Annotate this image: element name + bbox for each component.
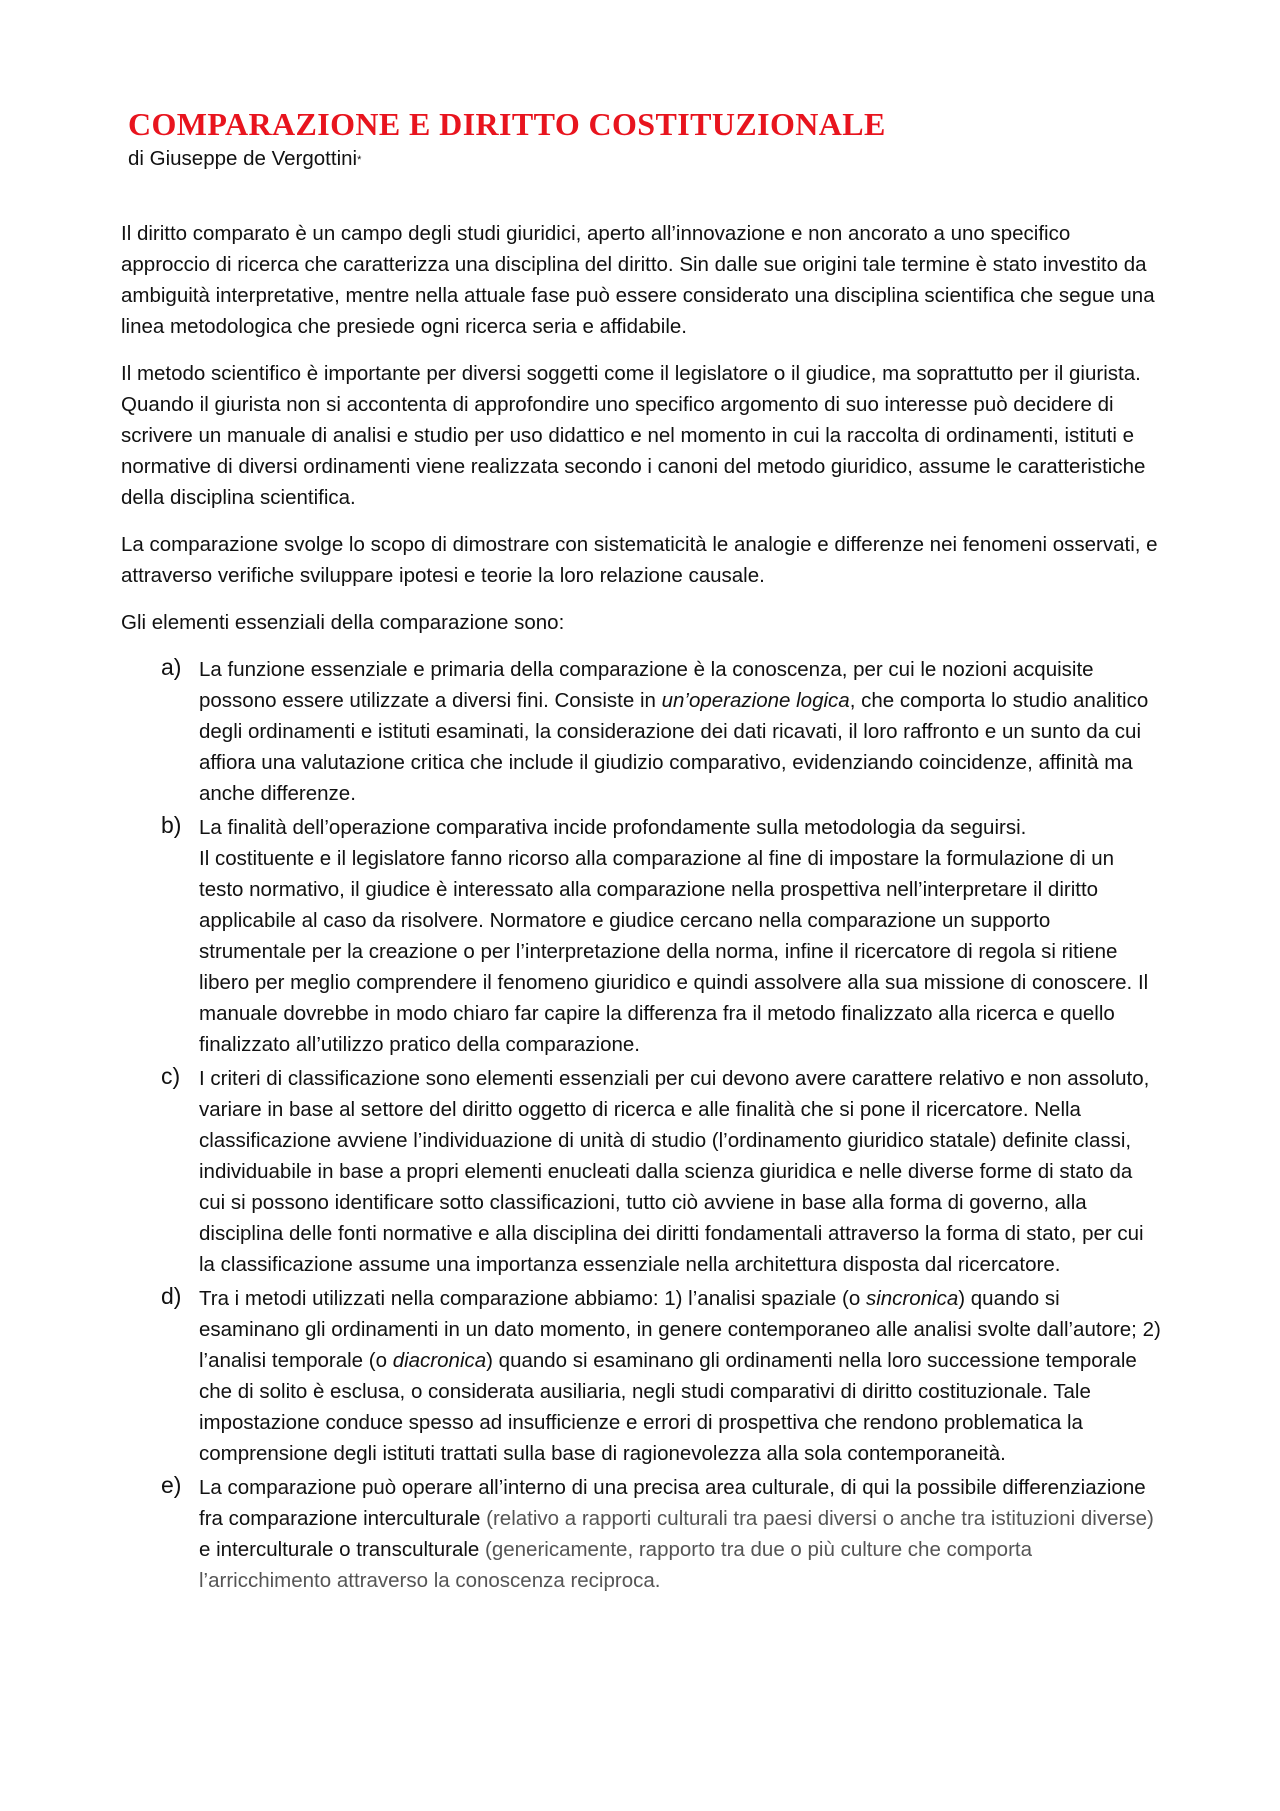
list-item-c: c) I criteri di classificazione sono elementi essenziali per cui devono avere carattere relativo e non assoluto, variare in base al settore del diritto oggetto di ricerca e alle finalità che si pone il ricercatore. Nella classificazione avviene l’individuazione di unità di studio (l’ordinamento giuridico statale) definite classi, individuabile in base a propri elementi enucleati dalla scienza giuridica e nelle diverse forme di stato da cui si possono identificare sotto classificazioni, tutto ciò avviene in base alla forma di governo, alla disciplina delle fonti normative e alla disciplina dei diritti fondamentali attraverso la forma di stato, per cui la classificazione assume una importanza essenziale nella architettura disposta dal ricercatore. — [161, 1063, 1150, 1276]
paragraph-3: La comparazione svolge lo scopo di dimostrare con sistematicità le analogie e differenze nei fenomeni osservati, e attraverso verifiche sviluppare ipotesi e teorie la loro relazione causale. — [121, 533, 1158, 587]
list-item-b: b) La finalità dell’operazione comparativa incide profondamente sulla metodologia da seguirsi. Il costituente e il legislatore fanno ricorso alla comparazione al fine di impostare la formulazione di un testo normativo, il giudice è interessato alla comparazione nella prospettiva nell’interpretare il diritto applicabile al caso da risolvere. Normatore e giudice cercano nella comparazione un supporto strumentale per la creazione o per l’interpretazione della norma, infine il ricercatore di regola si ritiene libero per meglio comprendere il fenomeno giuridico e quindi assolvere alla sua missione di conoscere. Il manuale dovrebbe in modo chiaro far capire la differenza fra il metodo finalizzato alla ricerca e quello finalizzato all’utilizzo pratico della comparazione. — [161, 812, 1149, 1056]
emphasis-sincronica: sincronica — [865, 1287, 959, 1310]
list-marker-b: b) — [161, 812, 182, 838]
paragraph-4: Gli elementi essenziali della comparazione sono: — [121, 611, 565, 634]
document-title: COMPARAZIONE E DIRITTO COSTITUZIONALE — [128, 106, 886, 142]
document-body — [121, 218, 1161, 1599]
elements-list — [121, 654, 1161, 1596]
paragraph-2: Il metodo scientifico è importante per diversi soggetti come il legislatore o il giudice, ma soprattutto per il giurista. Quando il giurista non si accontenta di approfondire uno specifico argomento di suo interesse può decidere di scrivere un manuale di analisi e studio per uso didattico e nel momento in cui la raccolta di ordinamenti, istituti e normative di diversi ordinamenti viene realizzata secondo i canoni del metodo giuridico, assume le caratteristiche della disciplina scientifica. — [121, 362, 1146, 509]
author-footnote-mark: * — [357, 154, 362, 166]
list-marker-d: d) — [161, 1283, 182, 1309]
document-author — [128, 144, 361, 175]
list-marker-c: c) — [161, 1063, 181, 1089]
list-marker-e: e) — [161, 1472, 182, 1498]
list-item-a: a) La funzione essenziale e primaria della comparazione è la conoscenza, per cui le nozioni acquisite possono essere utilizzate a diversi fini. Consiste in un’operazione logica, che comporta lo studio analitico degli ordinamenti e istituti esaminati, la considerazione dei dati ricavati, il loro raffronto e un sunto da cui affiora una valutazione critica che include il giudizio comparativo, evidenziando coincidenze, affinità ma anche differenze. — [161, 654, 1149, 805]
emphasis-operazione-logica: un’operazione logica — [661, 689, 850, 712]
list-marker-a: a) — [161, 654, 182, 680]
emphasis-diacronica: diacronica — [392, 1349, 487, 1372]
paragraph-1: Il diritto comparato è un campo degli studi giuridici, aperto all’innovazione e non ancorato a uno specifico approccio di ricerca che caratterizza una disciplina del diritto. Sin dalle sue origini tale termine è stato investito da ambiguità interpretative, mentre nella attuale fase può essere considerato una disciplina scientifica che segue una linea metodologica che presiede ogni ricerca seria e affidabile. — [121, 222, 1155, 338]
list-item-d: d) Tra i metodi utilizzati nella comparazione abbiamo: 1) l’analisi spaziale (o sincronica) quando si esaminano gli ordinamenti in un dato momento, in genere contemporaneo alle analisi svolte dall’autore; 2) l’analisi temporale (o diacronica) quando si esaminano gli ordinamenti nella loro successione temporale che di solito è esclusa, o considerata ausiliaria, negli studi comparativi di diritto costituzionale. Tale impostazione conduce spesso ad insufficienze e errori di prospettiva che rendono problematica la comprensione degli istituti trattati sulla base di ragionevolezza alla sola contemporaneità. — [161, 1283, 1161, 1465]
list-item-e: e) La comparazione può operare all’interno di una precisa area culturale, di qui la possibile differenziazione fra comparazione interculturale (relativo a rapporti culturali tra paesi diversi o anche tra istituzioni diverse) e interculturale o transculturale (genericamente, rapporto tra due o più culture che comporta l’arricchimento attraverso la conoscenza reciproca. — [161, 1472, 1154, 1592]
author-name: di Giuseppe de Vergottini — [128, 147, 358, 170]
